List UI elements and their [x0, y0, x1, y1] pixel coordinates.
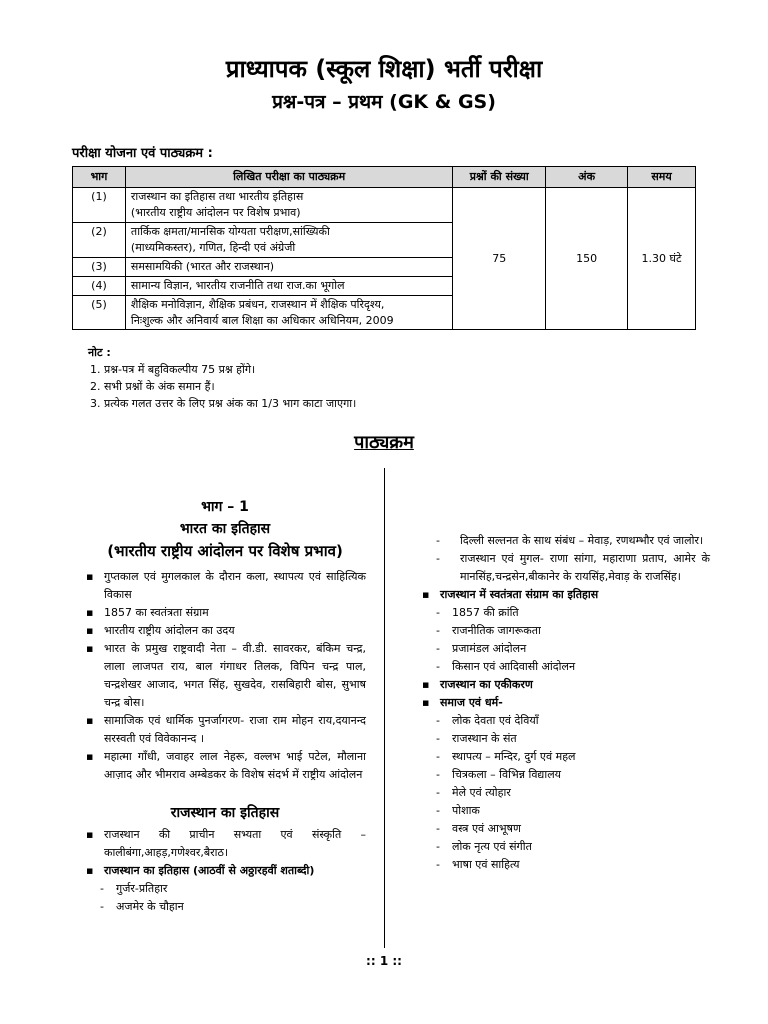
part-cell: (2) [73, 222, 126, 257]
list-item: ▪ भारतीय राष्ट्रीय आंदोलन का उदय [84, 622, 366, 640]
header-time: समय [628, 167, 696, 188]
list-item: ▪ समाज एवं धर्म- [420, 694, 710, 712]
list-item: - लोक नृत्य एवं संगीत [420, 838, 710, 856]
list-item: ▪ सामाजिक एवं धार्मिक पुनर्जागरण- राजा राम मोहन राय,दयानन्द सरस्वती एवं विवेकानन्द । [84, 712, 366, 748]
society-items [420, 712, 710, 874]
left-column [84, 496, 366, 916]
list-item: - राजस्थान के संत [420, 730, 710, 748]
right-column [420, 532, 710, 874]
list-item: - राजनीतिक जागरूकता [420, 622, 710, 640]
dynasty-list [84, 880, 366, 916]
header-part: भाग [73, 167, 126, 188]
note-item: 1. प्रश्न-पत्र में बहुविकल्पीय 75 प्रश्न होंगे। [90, 363, 256, 376]
list-item: - लोक देवता एवं देवियाँ [420, 712, 710, 730]
list-item: ▪ राजस्थान का एकीकरण [420, 676, 710, 694]
syllabus-heading: पाठ्यक्रम [354, 432, 414, 453]
syllabus-line: शैक्षिक मनोविज्ञान, शैक्षिक प्रबंधन, राजस्थान में शैक्षिक परिदृश्य, [130, 297, 385, 311]
list-item: - गुर्जर-प्रतिहार [84, 880, 366, 898]
header-syllabus: लिखित परीक्षा का पाठ्यक्रम [125, 167, 452, 188]
syllabus-cell [125, 295, 452, 330]
list-item: - मेले एवं त्योहार [420, 784, 710, 802]
note-item: 3. प्रत्येक गलत उत्तर के लिए प्रश्न अंक का 1/3 भाग काटा जाएगा। [90, 397, 357, 410]
list-item: - प्रजामंडल आंदोलन [420, 640, 710, 658]
column-divider [384, 468, 385, 948]
list-item: ▪ भारत के प्रमुख राष्ट्रवादी नेता – वी.डी. सावरकर, बंकिम चन्द्र, लाला लाजपत राय, बाल गंगाधर तिलक, विपिन चन्द्र पाल, चन्द्रशेखर आजाद, भगत सिंह, सुखदेव, रासबिहारी बोस, सुभाष चन्द्र बोस। [84, 640, 366, 712]
syllabus-line: तार्किक क्षमता/मानसिक योग्यता परीक्षण,सांख्यिकी [130, 224, 330, 238]
page-title: प्राध्यापक (स्कूल शिक्षा) भर्ती परीक्षा [225, 55, 543, 83]
syllabus-cell [125, 187, 452, 222]
list-item: - चित्रकला – विभिन्न विद्यालय [420, 766, 710, 784]
syllabus-cell: समसामयिकी (भारत और राजस्थान) [125, 257, 452, 276]
list-item: - किसान एवं आदिवासी आंदोलन [420, 658, 710, 676]
list-item: ▪ 1857 का स्वतंत्रता संग्राम [84, 604, 366, 622]
list-item: - पोशाक [420, 802, 710, 820]
part-cell: (3) [73, 257, 126, 276]
list-item: ▪ राजस्थान में स्वतंत्रता संग्राम का इतिहास [420, 586, 710, 604]
table-row [73, 187, 696, 222]
notes-heading: नोट : [88, 346, 111, 359]
freedom-items [420, 604, 710, 676]
syllabus-cell [125, 222, 452, 257]
part-cell: (5) [73, 295, 126, 330]
questions-cell: 75 [453, 187, 546, 330]
list-item: - राजस्थान एवं मुगल- राणा सांगा, महाराणा प्रताप, आमेर के मानसिंह,चन्द्रसेन,बीकानेर के रायसिंह,मेवाड़ के राजसिंह। [420, 550, 710, 586]
part-cell: (4) [73, 276, 126, 295]
syllabus-line: (माध्यमिकस्तर), गणित, हिन्दी एवं अंग्रेजी [130, 240, 296, 254]
section-subheading: (भारतीय राष्ट्रीय आंदोलन पर विशेष प्रभाव) [107, 542, 343, 560]
rajasthan-history-list [84, 826, 366, 880]
marks-cell: 150 [546, 187, 628, 330]
list-item: - दिल्ली सल्तनत के साथ संबंध – मेवाड़, रणथम्भौर एवं जालोर। [420, 532, 710, 550]
part-cell: (1) [73, 187, 126, 222]
syllabus-cell: सामान्य विज्ञान, भारतीय राजनीति तथा राज.का भूगोल [125, 276, 452, 295]
exam-scheme-table [72, 166, 696, 330]
unification-list [420, 676, 710, 712]
list-item: - 1857 की क्रांति [420, 604, 710, 622]
section-heading: भारत का इतिहास [179, 521, 271, 537]
part-heading: भाग – 1 [201, 499, 249, 515]
list-item: ▪ गुप्तकाल एवं मुगलकाल के दौरान कला, स्थापत्य एवं साहित्यिक विकास [84, 568, 366, 604]
page-subtitle: प्रश्न-पत्र – प्रथम (GK & GS) [272, 91, 496, 113]
relations-list [420, 532, 710, 586]
list-item: ▪ राजस्थान का इतिहास (आठवीं से अठ्ठारहवीं शताब्दी) [84, 862, 366, 880]
rajasthan-history-heading: राजस्थान का इतिहास [170, 805, 280, 821]
list-item: - भाषा एवं साहित्य [420, 856, 710, 874]
page-number: :: 1 :: [366, 954, 402, 968]
syllabus-line: निःशुल्क और अनिवार्य बाल शिक्षा का अधिकार अधिनियम, 2009 [130, 313, 394, 327]
header-questions: प्रश्नों की संख्या [453, 167, 546, 188]
list-item: - वस्त्र एवं आभूषण [420, 820, 710, 838]
table-header-row [73, 167, 696, 188]
india-history-list [84, 568, 366, 784]
list-item: ▪ महात्मा गाँधी, जवाहर लाल नेहरू, वल्लभ भाई पटेल, मौलाना आज़ाद और भीमराव अम्बेडकर के विशेष संदर्भ में राष्ट्रीय आंदोलन [84, 748, 366, 784]
list-item: ▪ राजस्थान की प्राचीन सभ्यता एवं संस्कृति – कालीबंगा,आहड़,गणेश्वर,बैराठ। [84, 826, 366, 862]
note-item: 2. सभी प्रश्नों के अंक समान हैं। [90, 380, 215, 393]
header-marks: अंक [546, 167, 628, 188]
time-cell: 1.30 घंटे [628, 187, 696, 330]
syllabus-line: राजस्थान का इतिहास तथा भारतीय इतिहास [130, 189, 304, 203]
syllabus-line: (भारतीय राष्ट्रीय आंदोलन पर विशेष प्रभाव) [130, 205, 301, 219]
notes [90, 344, 356, 412]
list-item: - स्थापत्य – मन्दिर, दुर्ग एवं महल [420, 748, 710, 766]
scheme-heading: परीक्षा योजना एवं पाठ्यक्रम : [72, 146, 213, 161]
freedom-list [420, 586, 710, 604]
list-item: - अजमेर के चौहान [84, 898, 366, 916]
